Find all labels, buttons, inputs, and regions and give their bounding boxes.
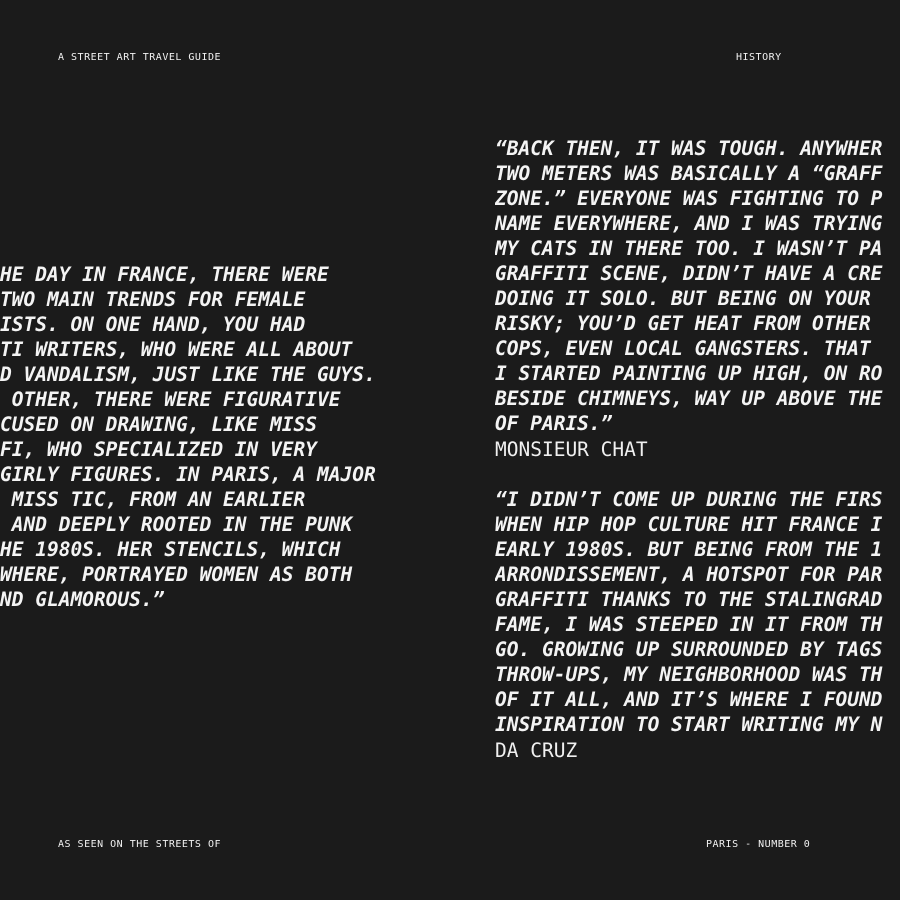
quote-line: AND DEEPLY ROOTED IN THE PUNK [0,513,353,536]
quote-line: ISTS. ON ONE HAND, YOU HAD [0,313,306,336]
quote-line: MY CATS IN THERE TOO. I WASN’T PA [495,237,883,260]
quote-line: ND GLAMOROUS.” [0,588,165,611]
quote-line: COPS, EVEN LOCAL GANGSTERS. THAT [495,337,871,360]
quote-line: OTHER, THERE WERE FIGURATIVE [0,388,341,411]
quote-line: GO. GROWING UP SURROUNDED BY TAGS [495,638,883,661]
quote-author-da-cruz: DA CRUZ [495,739,578,762]
monsieur-chat-quote [495,136,882,436]
quote-line: CUSED ON DRAWING, LIKE MISS [0,413,317,436]
right-running-foot: PARIS - NUMBER 0 [706,839,811,850]
quote-line: RISKY; YOU’D GET HEAT FROM OTHER [495,312,871,335]
quote-line: OF PARIS.” [495,412,613,435]
quote-line: GIRLY FIGURES. IN PARIS, A MAJOR [0,463,376,486]
quote-author-monsieur-chat: MONSIEUR CHAT [495,438,648,461]
quote-line: DOING IT SOLO. BUT BEING ON YOUR [495,287,871,310]
quote-line: ZONE.” EVERYONE WAS FIGHTING TO P [495,187,883,210]
quote-line: OF IT ALL, AND IT’S WHERE I FOUND [495,688,883,711]
quote-line: BESIDE CHIMNEYS, WAY UP ABOVE THE [495,387,883,410]
quote-line: WHERE, PORTRAYED WOMEN AS BOTH [0,563,353,586]
quote-line: HE DAY IN FRANCE, THERE WERE [0,263,329,286]
quote-line: FI, WHO SPECIALIZED IN VERY [0,438,317,461]
quote-line: INSPIRATION TO START WRITING MY N [495,713,883,736]
quote-line: I STARTED PAINTING UP HIGH, ON RO [495,362,883,385]
quote-line: TWO MAIN TRENDS FOR FEMALE [0,288,306,311]
da-cruz-quote [495,487,882,737]
quote-line: NAME EVERYWHERE, AND I WAS TRYING [495,212,883,235]
quote-line: “I DIDN’T COME UP DURING THE FIRS [495,488,883,511]
quote-line: TWO METERS WAS BASICALLY A “GRAFF [495,162,883,185]
left-running-head: A STREET ART TRAVEL GUIDE [58,52,222,63]
right-running-head: HISTORY [736,52,782,63]
left-quote [0,262,376,612]
quote-line: EARLY 1980S. BUT BEING FROM THE 1 [495,538,883,561]
quote-line: ARRONDISSEMENT, A HOTSPOT FOR PAR [495,563,883,586]
quote-line: GRAFFITI SCENE, DIDN’T HAVE A CRE [495,262,883,285]
quote-line: TI WRITERS, WHO WERE ALL ABOUT [0,338,353,361]
quote-line: MISS TIC, FROM AN EARLIER [0,488,306,511]
quote-line: WHEN HIP HOP CULTURE HIT FRANCE I [495,513,883,536]
quote-line: FAME, I WAS STEEPED IN IT FROM TH [495,613,883,636]
quote-line: THROW-UPS, MY NEIGHBORHOOD WAS TH [495,663,883,686]
quote-line: HE 1980S. HER STENCILS, WHICH [0,538,341,561]
quote-line: D VANDALISM, JUST LIKE THE GUYS. [0,363,376,386]
quote-line: “BACK THEN, IT WAS TOUGH. ANYWHER [495,137,883,160]
left-running-foot: AS SEEN ON THE STREETS OF [58,839,222,850]
quote-line: GRAFFITI THANKS TO THE STALINGRAD [495,588,883,611]
right-page-text-area [495,0,900,900]
